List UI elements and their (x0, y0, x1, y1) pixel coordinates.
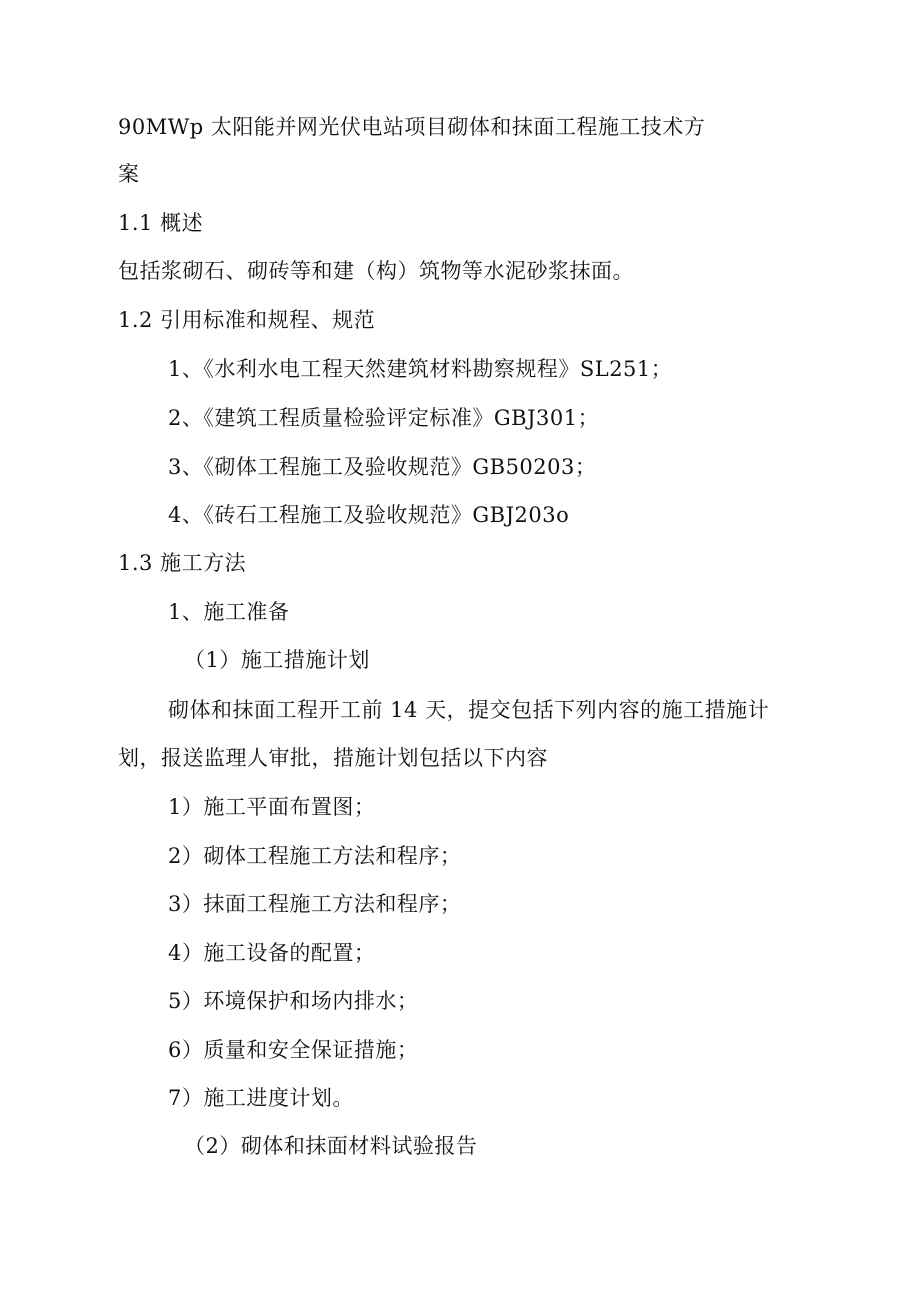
paragraph-line-2: 划，报送监理人审批，措施计划包括以下内容 (118, 746, 548, 770)
title-line-2: 案 (118, 162, 140, 186)
plan-item: 5）环境保护和场内排水； (168, 989, 419, 1013)
plan-item: 7）施工进度计划。 (168, 1086, 354, 1110)
plan-item: 4）施工设备的配置； (168, 941, 376, 965)
plan-item: 2）砌体工程施工方法和程序； (168, 844, 462, 868)
plan-item: 3）抹面工程施工方法和程序； (168, 892, 462, 916)
standard-item: 4、《砖石工程施工及验收规范》GBJ203o (168, 503, 570, 527)
section-heading-methods: 1.3 施工方法 (118, 551, 247, 575)
subsection-item-plan: （1）施工措施计划 (184, 648, 370, 672)
subsection-item-material-report: （2）砌体和抹面材料试验报告 (184, 1134, 478, 1158)
section-heading-standards: 1.2 引用标准和规程、规范 (118, 308, 376, 332)
plan-item: 1）施工平面布置图； (168, 795, 376, 819)
title-line-1: 90MWp 太阳能并网光伏电站项目砌体和抹面工程施工技术方 (118, 115, 706, 139)
subsection-heading-preparation: 1、施工准备 (168, 600, 290, 624)
standard-item: 3、《砌体工程施工及验收规范》GB50203； (168, 455, 597, 479)
overview-body: 包括浆砌石、砌砖等和建（构）筑物等水泥砂浆抹面。 (118, 259, 634, 283)
section-heading-overview: 1.1 概述 (118, 211, 204, 235)
standard-item: 2、《建筑工程质量检验评定标准》GBJ301； (168, 406, 600, 430)
plan-item: 6）质量和安全保证措施； (168, 1038, 419, 1062)
standard-item: 1、《水利水电工程天然建筑材料勘察规程》SL251； (168, 357, 673, 381)
paragraph-line-1: 砌体和抹面工程开工前 14 天，提交包括下列内容的施工措施计 (168, 698, 770, 722)
